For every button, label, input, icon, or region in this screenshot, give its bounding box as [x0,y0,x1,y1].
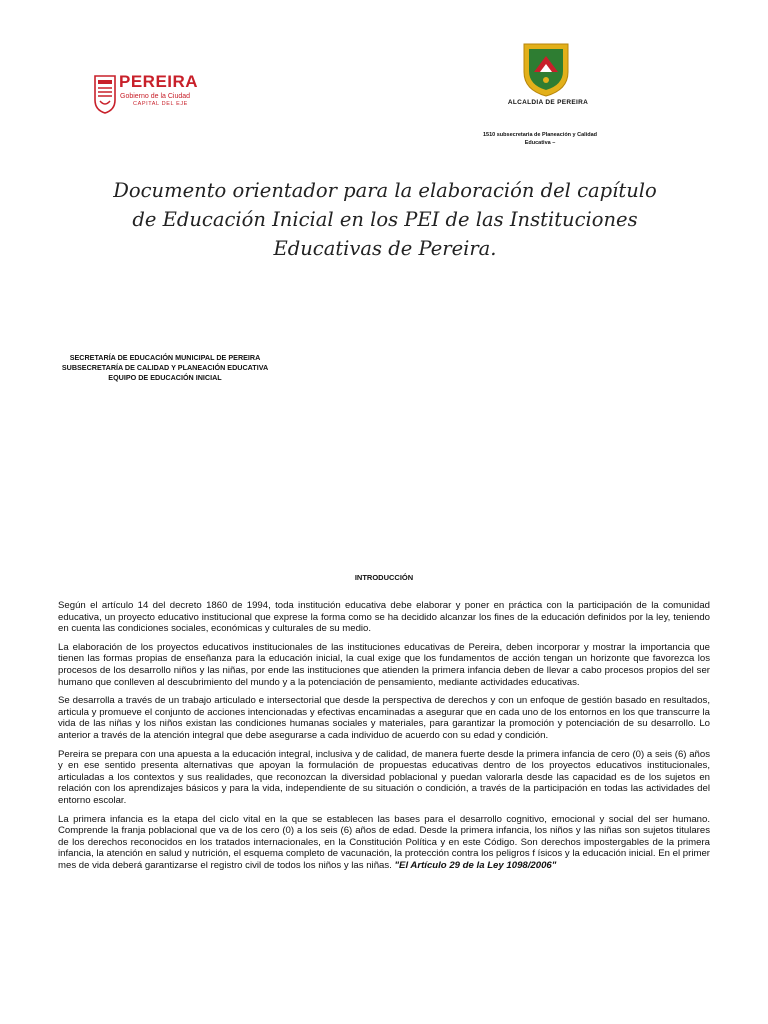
subsecretaria-line: 1510 subsecretaria de Planeación y Calidad [482,132,598,138]
introduction-body [58,600,710,878]
entity-line: SECRETARÍA DE EDUCACIÓN MUNICIPAL DE PEREIRA [69,353,261,362]
body-paragraph: Según el artículo 14 del decreto 1860 de 1994, toda institución educativa debe elaborar y poner en práctica con la participación de la comunidad educativa, un proyecto educativo institucional que exprese la forma como se ha decidido alcanzar los fines de la educación definidos por la ley, teniendo en cuenta las condiciones sociales, económicas y culturales de su medio. [58,600,710,635]
body-paragraph: Se desarrolla a través de un trabajo articulado e intersectorial que desde la perspectiva de derechos y con un enfoque de gestión basado en resultados, articula y promueve el conjunto de acciones intencionadas y efectivas encaminadas a asegurar que en cada uno de los entornos en los que transcurre la vida de las niñas y los niños existan las condiciones humanas sociales y materiales, para garantizar la promoción y potenciación de su desarrollo. Lo anterior a través de la atención integral que debe asegurarse a cada individuo de acuerdo con su edad y condición. [58,695,710,741]
law-citation: "El Artículo 29 de la Ley 1098/2006" [394,859,557,871]
body-paragraph: La elaboración de los proyectos educativos institucionales de las instituciones educativas de Pereira, deben incorporar y mostrar la importancia que tienen las formas propias de enseñanza para la educación inicial, la cual exige que los fundamentos de acción tengan un horizonte que favorezca los procesos de los desarrollo niños y las niñas, por ende las instituciones que atienden la primera infancia deben de llevar a cabo procesos propios del ser humano que conlleven al descubrimiento del mundo y a la potenciación de pensamiento, mediante actividades educativas. [58,641,710,688]
pereira-shield-icon [94,74,116,114]
pereira-logo-name: PEREIRA [119,72,199,91]
pereira-logo-tagline: Gobierno de la Ciudad [120,93,191,100]
entity-line: SUBSECRETARÍA DE CALIDAD Y PLANEACIÓN EDUCATIVA [61,363,269,372]
subsecretaria-label [470,131,610,147]
alcaldia-coat-of-arms-icon [522,42,570,97]
body-paragraph-text: La primera infancia es la etapa del ciclo vital en la que se establecen las bases para el desarrollo cognitivo, emocional y social del ser humano. Comprende la franja poblacional que va de los cero (0) a los seis (6) años de edad. Desde la primera infancia, los niños y las niñas son sujetos titulares de los derechos reconocidos en los tratados internacionales, en la Constitución Política y en este Código. Son derechos impostergables de la primera infancia, la atención en salud y nutrición, el esquema completo de vacunación, la protección contra los peligros f ísicos y la educación inicial. En el primer mes de vida deberá garantizarse el registro civil de todos los niños y las niñas. [58,813,710,871]
body-paragraph: Pereira se prepara con una apuesta a la educación integral, inclusiva y de calidad, de manera fuerte desde la primera infancia de cero (0) a seis (6) años y en ese sentido presenta alternativas que apoyan la formulación de propuestas educativas dentro de los proyectos educativos institucionales, articuladas a los contextos y sus realidades, que reconozcan la diversidad poblacional y puedan valorarla desde las capacidad es de los sujetos en relación con los aprendizajes básicos y para la vida, independiente de su situación o condición, a través de la participación en todas las actividades del entorno escolar. [58,748,710,806]
introduction-heading: INTRODUCCIÓN [354,573,414,582]
pereira-logo-subtagline: CAPITAL DEL EJE [133,101,188,107]
pereira-logo [94,72,199,126]
subsecretaria-line: Educativa – [524,140,556,146]
body-paragraph [58,814,710,872]
document-title: Documento orientador para la elaboración del capítulo de Educación Inicial en los PEI de las Instituciones Educativas de Pereira. [113,179,657,260]
alcaldia-caption: ALCALDIA DE PEREIRA [507,99,589,106]
entities-block [58,353,272,383]
entity-line: EQUIPO DE EDUCACIÓN INICIAL [108,373,222,382]
